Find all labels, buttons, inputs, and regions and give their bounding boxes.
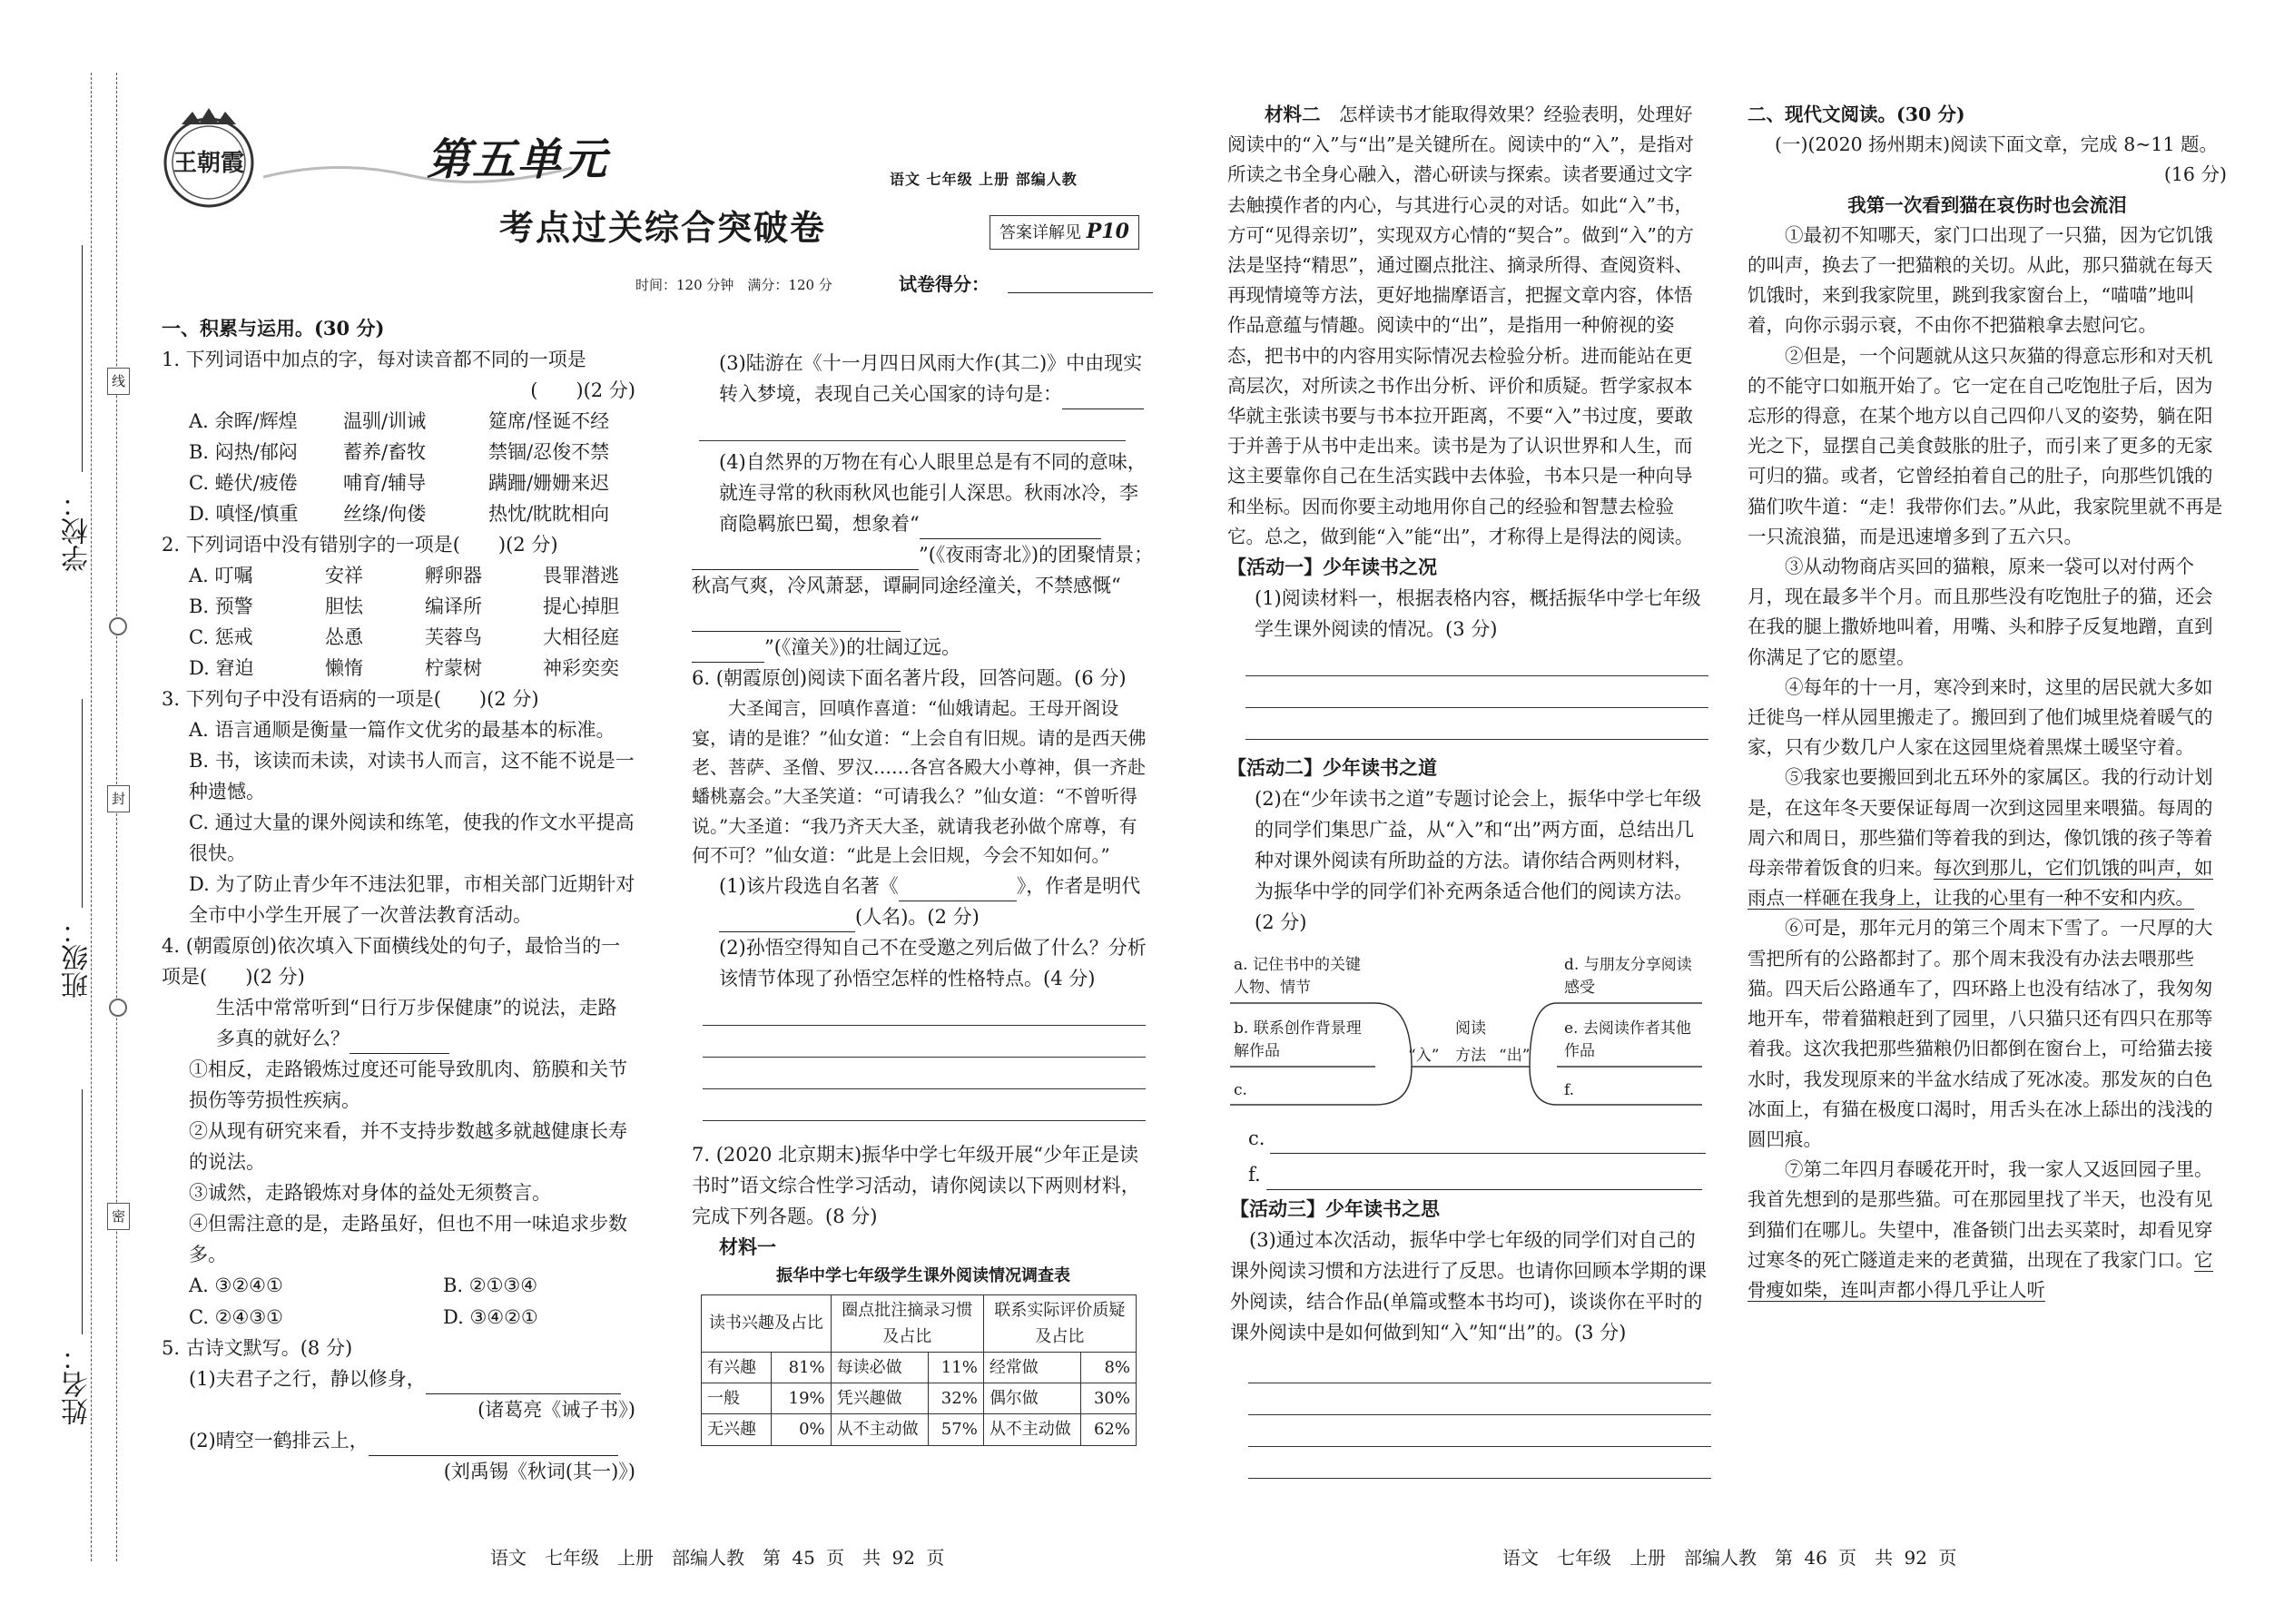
table-cell: 经常做 [983, 1353, 1080, 1383]
subject-tag: 语文 七年级 上册 部编人教 [890, 171, 1078, 188]
section-2-title: 二、现代文阅读。(30 分) [1748, 103, 1965, 125]
q6-1-blank2[interactable] [719, 910, 855, 931]
table-header: 读书兴趣及占比 [702, 1294, 832, 1352]
q6-passage: 大圣闻言，回嗔作喜道：“仙娥请起。王母开阁设宴，请的是谁？”仙女道：“上会自有旧规。请的是西天佛老、菩萨、圣僧、罗汉……各宫各殿大小尊神，俱一齐赴蟠桃嘉会。”大圣笑道：“可请我么？”仙女道：“不曾听得说。”大圣道：“我乃齐天大圣，就请我老孙做个席尊，有何不可？”仙女道：“此是上会旧规，今会不知如何。” [692, 697, 1147, 867]
table-header-row [702, 1294, 1137, 1352]
q6-2-answer-line[interactable] [703, 1058, 1146, 1089]
diagram-a: a. 记住书中的关键人物、情节 [1234, 956, 1361, 997]
reading-method-diagram [1230, 949, 1702, 1112]
seal-mark-secret: 密 [107, 1203, 130, 1230]
q6-2-answer-line[interactable] [703, 1089, 1146, 1121]
q6-2: (2)孙悟空得知自己不在受邀之列后做了什么？分析该情节体现了孙悟空怎样的性格特点。(4 分) [719, 936, 1147, 989]
activity-2-question: (2)在“少年读书之道”专题讨论会上，振华中学七年级的同学们集思广益，从“入”和“出”两方面，总结出几种对课外阅读有所助益的方法。请你结合两则材料，为振华中学的同学们补充两条适合他们的阅读方法。(2 分) [1255, 788, 1702, 934]
q3-stem: 3. 下列句子中没有语病的一项是( )(2 分) [162, 688, 539, 711]
right-column-1 [1227, 100, 1708, 938]
q1-option-a[interactable]: A. 余晖/辉煌 温驯/训诫 筵席/怪诞不经 [189, 410, 610, 433]
diagram-out: “出” [1499, 1047, 1531, 1065]
reading-intro-score: (16 分) [2163, 163, 2227, 186]
table-cell: 0% [772, 1414, 831, 1445]
table-cell: 一般 [702, 1383, 772, 1414]
time-line: 时间：120 分钟 满分：120 分 [635, 277, 832, 293]
activity-1-title: 【活动一】少年读书之况 [1227, 556, 1437, 579]
q6-1-blank1[interactable] [899, 879, 1017, 901]
article-para: ⑦第二年四月春暖花开时，我一家人又返回园子里。我首先想到的是那些猫。可在那园里找了半天，也没有见到猫们在哪儿。失望中，准备锁门出去买菜时，却看见穿过寒冬的死亡隧道走来的老黄猫，出现在了我家门口。它骨瘦如柴，连叫声都小得几乎让人听 [1748, 1158, 2213, 1301]
answer-note: 答案详解见 P10 [989, 215, 1139, 250]
diagram-c: c. [1234, 1081, 1247, 1099]
binding-line [91, 73, 92, 1561]
q5-1-blank[interactable] [426, 1372, 621, 1393]
q5-3: (3)陆游在《十一月四日风雨大作(其二)》中由现实转入梦境，表现自己关心国家的诗句是： [692, 348, 1155, 409]
article-para: ⑤我家也要搬回到北五环外的家属区。我的行动计划是，在这年冬天要保证每周一次到这园里来喂猫。每周的周六和周日，那些猫们等着我的到达，像饥饿的孩子等着母亲带着饭食的归来。每次到那儿，它们饥饿的叫声，如雨点一样砸在我身上，让我的心里有一种不安和内疚。 [1748, 766, 2213, 910]
table-cell: 32% [929, 1383, 984, 1414]
q1-options [162, 406, 635, 529]
q1-stem: 1. 下列词语中加点的字，每对读音都不同的一项是 [162, 349, 586, 371]
q5-2-blank[interactable] [369, 1433, 618, 1455]
table-cell: 8% [1081, 1353, 1137, 1383]
answer-f: f. [1248, 1154, 1711, 1190]
left-column [162, 313, 635, 1487]
school-label: 学校： [62, 490, 94, 572]
q5-2-source: (刘禹锡《秋词(其一)》) [443, 1460, 635, 1482]
material-1-label: 材料一 [719, 1235, 776, 1258]
q1-option-b[interactable]: B. 闷热/郁闷 蓄养/畜牧 禁锢/忍俊不禁 [189, 441, 610, 464]
article-title: 我第一次看到猫在哀伤时也会流泪 [1847, 193, 2127, 216]
svg-text:王朝霞: 王朝霞 [172, 150, 245, 177]
q4-option-d[interactable]: D. ③④②① [443, 1305, 538, 1328]
table-cell: 62% [1081, 1414, 1137, 1445]
q1-option-d[interactable]: D. 嗔怪/慎重 丝绦/佝偻 热忱/眈眈相向 [189, 503, 610, 526]
act1-answer-line[interactable] [1245, 676, 1708, 708]
q1-option-c[interactable]: C. 蜷伏/疲倦 哺育/辅导 蹒跚/姗姗来迟 [189, 472, 610, 495]
q5-4-blank1[interactable] [920, 517, 1101, 539]
q5-4-blank2[interactable] [692, 548, 919, 570]
q5-1: (1)夫君子之行，静以修身， [162, 1363, 635, 1394]
seal-mark-line: 线 [107, 368, 130, 395]
table-title: 振华中学七年级学生课外阅读情况调查表 [776, 1265, 1070, 1285]
diagram-center-1: 阅读 [1455, 1019, 1486, 1038]
table-cell: 81% [772, 1353, 831, 1383]
answer-f-line[interactable] [1266, 1168, 1702, 1190]
binding-hole [109, 617, 127, 635]
q6-stem: 6. (朝霞原创)阅读下面名著片段，回答问题。(6 分) [692, 667, 1127, 690]
activity-3-title: 【活动三】少年读书之思 [1230, 1197, 1440, 1220]
q5-4-blank4[interactable] [692, 641, 764, 663]
footer-left: 语文 七年级 上册 部编人教 第 45 页 共 92 页 [490, 1547, 945, 1569]
diagram-f: f. [1564, 1081, 1575, 1099]
q5-4c: ”(《潼关》)的壮阔辽远。 [692, 632, 1155, 663]
q4-items [162, 1054, 635, 1270]
q4-stem: 4. (朝霞原创)依次填入下面横线处的句子，最恰当的一项是( )(2 分) [162, 935, 621, 989]
q5-1-source: (诸葛亮《诫子书》) [478, 1398, 635, 1421]
article-para: ②但是，一个问题就从这只灰猫的得意忘形和对天机的不能守口如瓶开始了。它一定在自己吃饱肚子后，因为忘形的得意，在某个地方以自己四仰八叉的姿势，躺在阳光之下，显摆自己美食鼓胀的肚子，而引来了更多的无家可归的猫。或者，它曾经拍着自己的肚子，向那些饥饿的猫们吹牛道：“走！我带你们去。”从此，我家院里就不再是一只流浪猫，而是迅速增多到了五六只。 [1748, 344, 2223, 547]
table-cell: 每读必做 [831, 1353, 928, 1383]
score-label: 试卷得分： [899, 273, 989, 295]
q3-option-b[interactable]: B. 书，该读而未读，对读书人而言，这不能不说是一种遗憾。 [189, 750, 635, 803]
article-para: ④每年的十一月，寒冷到来时，这里的居民就大多如迁徙鸟一样从园里搬走了。搬回到了他们城里烧着暖气的家，只有少数几户人家在这园里烧着黑煤土暖坚守着。 [1748, 675, 2213, 759]
underlined-sentence: 它骨瘦如柴，连叫声都小得几乎让人听 [1748, 1248, 2213, 1301]
right-column-2 [1748, 100, 2227, 1305]
q6-2-answer-line[interactable] [703, 994, 1146, 1026]
q5-4: (4)自然界的万物在有心人眼里总是有不同的意味，就连寻常的秋雨秋风也能引人深思。秋雨冰冷，李商隐羁旅巴蜀，想象着“ [692, 447, 1155, 539]
survey-table [701, 1294, 1137, 1446]
q3-option-a[interactable]: A. 语言通顺是衡量一篇作文优劣的最基本的标准。 [189, 719, 615, 742]
act1-answer-line[interactable] [1245, 708, 1708, 740]
activity-2-title: 【活动二】少年读书之道 [1227, 756, 1437, 780]
answer-c: c. [1248, 1121, 1711, 1154]
section-1-title: 一、积累与运用。(30 分) [162, 317, 385, 340]
act3-answer-line[interactable] [1248, 1415, 1711, 1447]
school-field[interactable] [82, 245, 83, 472]
middle-column [692, 348, 1155, 1446]
table-cell: 30% [1081, 1383, 1137, 1414]
act1-answer-line[interactable] [1245, 645, 1708, 676]
table-cell: 有兴趣 [702, 1353, 772, 1383]
diagram-e: e. 去阅读作者其他作品 [1564, 1019, 1691, 1060]
activity-3-question: (3)通过本次活动，振华中学七年级的同学们对自己的课外阅读习惯和方法进行了反思。也请你回顾本学期的课外阅读，结合作品(单篇或整本书均可)，谈谈你在平时的课外阅读中是如何做到知“入”知“出”的。(3 分) [1230, 1229, 1707, 1344]
q2-stem: 2. 下列词语中没有错别字的一项是( )(2 分) [162, 534, 558, 556]
score-field[interactable] [1008, 292, 1153, 293]
binding-line-inner [116, 73, 117, 1561]
q7-stem: 7. (2020 北京期末)振华中学七年级开展“少年正是读书时”语文综合性学习活动，请你阅读以下两则材料，完成下列各题。(8 分) [692, 1143, 1140, 1227]
table-header: 圈点批注摘录习惯及占比 [831, 1294, 983, 1352]
activity-1-question: (1)阅读材料一，根据表格内容，概括振华中学七年级学生课外阅读的情况。(3 分) [1255, 587, 1701, 641]
q4-passage: 生活中常常听到“日行万步保健康”的说法，走路多真的就好么？ [162, 992, 635, 1054]
q4-option-b[interactable]: B. ②①③④ [443, 1275, 538, 1297]
table-cell: 19% [772, 1383, 831, 1414]
q4-item-4: ④但需注意的是，走路虽好，但也不用一味追求步数多。 [189, 1213, 627, 1266]
table-cell: 11% [929, 1353, 984, 1383]
material-2: 材料二 怎样读书才能取得效果？经验表明，处理好阅读中的“入”与“出”是关键所在。阅读中的“入”，是指对所读之书全身心融入，潜心研读与探索。读者要通过文字去触摸作者的内心，与其进行心灵的对话。如此“入”书，方可“见得亲切”，实现双方心情的“契合”。做到“入”的方法是坚持“精思”，通过圈点批注、摘录所得、查阅资料、再现情境等方法，更好地揣摩语言，把握文章内容，体悟作品意蕴与情趣。阅读中的“出”，是指用一种俯视的姿态，把书中的内容用实际情况去检验分析。进而能站在更高层次，对所读之书作出分析、评价和质疑。哲学家叔本华就主张读书要与书本拉开距离，不要“入”书过度，要敢于并善于从书中走出来。读书是为了认识世界和人生，而这主要靠你自己在生活实践中去体验，书本只是一种向导和坐标。因而你要主动地用你自己的经验和智慧去检验它。总之，做到能“入”能“出”，才称得上是得法的阅读。 [1227, 103, 1694, 547]
q1-paren: ( )(2 分) [530, 379, 635, 402]
q5-3-blank[interactable] [1062, 388, 1144, 409]
q4-item-1: ①相反，走路锻炼过度还可能导致肌肉、筋膜和关节损伤等劳损性疾病。 [189, 1058, 627, 1112]
seal-mark-seal: 封 [107, 785, 130, 812]
q2-option-d[interactable]: D. 窘迫 懒惰 柠蒙树 神彩奕奕 [189, 657, 619, 680]
table-row [702, 1353, 1137, 1383]
diagram-in: “入” [1408, 1047, 1440, 1065]
table-cell: 从不主动做 [983, 1414, 1080, 1445]
table-row [702, 1383, 1137, 1414]
q5-4b: ”(《夜雨寄北》)的团聚情景；秋高气爽，冷风萧瑟，谭嗣同途经潼关，不禁感慨“ [692, 539, 1155, 632]
article-para: ①最初不知哪天，家门口出现了一只猫，因为它饥饿的叫声，换去了一把猫粮的关切。从此，那只猫就在每天饥饿时，来到我家院里，跳到我家窗台上，“喵喵”地叫着，向你示弱示衰，不由你不把猫粮拿去慰问它。 [1748, 223, 2213, 337]
act3-answer-line[interactable] [1248, 1447, 1711, 1479]
logo [154, 104, 263, 213]
table-cell: 57% [929, 1414, 984, 1445]
name-label: 姓名： [62, 1343, 94, 1425]
right-column-1-lower [1230, 1121, 1711, 1479]
q4-option-a[interactable]: A. ③②④① [189, 1275, 283, 1297]
article-para: ⑥可是，那年元月的第三个周末下雪了。一尺厚的大雪把所有的公路都封了。那个周末我没有办法去喂那些猫。四天后公路通车了，四环路上也没有结冰了，我匆匆地开车，带着猫粮赶到了园里，八只猫只还有四只在那等着我。这次我把那些猫粮仍旧都倒在窗台上，可给猫去接水时，我发现原来的半盆水结成了死冰凌。那发灰的白色冰面上，有猫在极度口渴时，用舌头在冰上舔出的浅浅的圆凹痕。 [1748, 917, 2213, 1150]
q5-4-blank3[interactable] [692, 610, 901, 632]
table-cell: 从不主动做 [831, 1414, 928, 1445]
article-para: ③从动物商店买回的猫粮，原来一袋可以对付两个月，现在最多半个月。而且那些没有吃饱肚子的猫，还会在我的腿上撒娇地叫着，用嘴、头和脖子反复地蹭，直到你满足了它的愿望。 [1748, 556, 2213, 668]
q4-item-3: ③诚然，走路锻炼对身体的益处无须赘言。 [189, 1182, 551, 1205]
q6-1c: (人名)。(2 分) [692, 901, 1155, 932]
binding-hole [109, 999, 127, 1017]
diagram-b: b. 联系创作背景理解作品 [1234, 1019, 1362, 1060]
q5-3-answer-line[interactable] [699, 409, 1126, 441]
q4-option-c[interactable]: C. ②④③① [189, 1305, 283, 1328]
footer-right: 语文 七年级 上册 部编人教 第 46 页 共 92 页 [1502, 1547, 1957, 1569]
q4-options-row1 [162, 1270, 635, 1301]
q6-2-answer-line[interactable] [703, 1026, 1146, 1058]
q5-stem: 5. 古诗文默写。(8 分) [162, 1336, 353, 1359]
table-cell: 凭兴趣做 [831, 1383, 928, 1414]
class-label: 班级： [62, 917, 94, 999]
table-cell: 无兴趣 [702, 1414, 772, 1445]
class-field[interactable] [82, 699, 83, 908]
act3-answer-line[interactable] [1248, 1352, 1711, 1383]
table-header: 联系实际评价质疑及占比 [983, 1294, 1136, 1352]
act3-answer-line[interactable] [1248, 1383, 1711, 1415]
table-cell: 偶尔做 [983, 1383, 1080, 1414]
name-field[interactable] [82, 1089, 83, 1334]
q4-item-2: ②从现有研究来看，并不支持步数越多就越健康长寿的说法。 [189, 1120, 627, 1174]
q3-options [162, 714, 635, 930]
q2-option-c[interactable]: C. 惩戒 怂恿 芙蓉鸟 大相径庭 [189, 626, 619, 649]
diagram-d: d. 与朋友分享阅读感受 [1564, 956, 1692, 997]
table-row [702, 1414, 1137, 1445]
q3-option-c[interactable]: C. 通过大量的课外阅读和练笔，使我的作文水平提高很快。 [189, 812, 635, 865]
unit-title: 第五单元 [427, 134, 609, 185]
reading-intro: (一)(2020 扬州期末)阅读下面文章，完成 8~11 题。 [1775, 133, 2219, 156]
q2-option-b[interactable]: B. 预警 胆怯 编译所 提心掉胆 [189, 595, 619, 618]
q2-options [162, 560, 635, 684]
q6-1: (1)该片段选自名著《 》，作者是明代 [692, 871, 1155, 901]
answer-c-line[interactable] [1270, 1132, 1706, 1154]
q4-blank[interactable] [350, 1032, 449, 1054]
q4-options-row2 [162, 1302, 635, 1333]
q3-option-d[interactable]: D. 为了防止青少年不违法犯罪，市相关部门近期针对全市中小学生开展了一次普法教育活动。 [189, 873, 635, 927]
underlined-sentence: 每次到那儿，它们饥饿的叫声，如雨点一样砸在我身上，让我的心里有一种不安和内疚。 [1748, 857, 2213, 910]
sub-title: 考点过关综合突破卷 [499, 207, 827, 248]
diagram-center-2: 方法 [1455, 1047, 1486, 1065]
q2-option-a[interactable]: A. 叮嘱 安祥 孵卵器 畏罪潜逃 [189, 565, 619, 587]
q5-2: (2)晴空一鹤排云上， [162, 1425, 635, 1456]
